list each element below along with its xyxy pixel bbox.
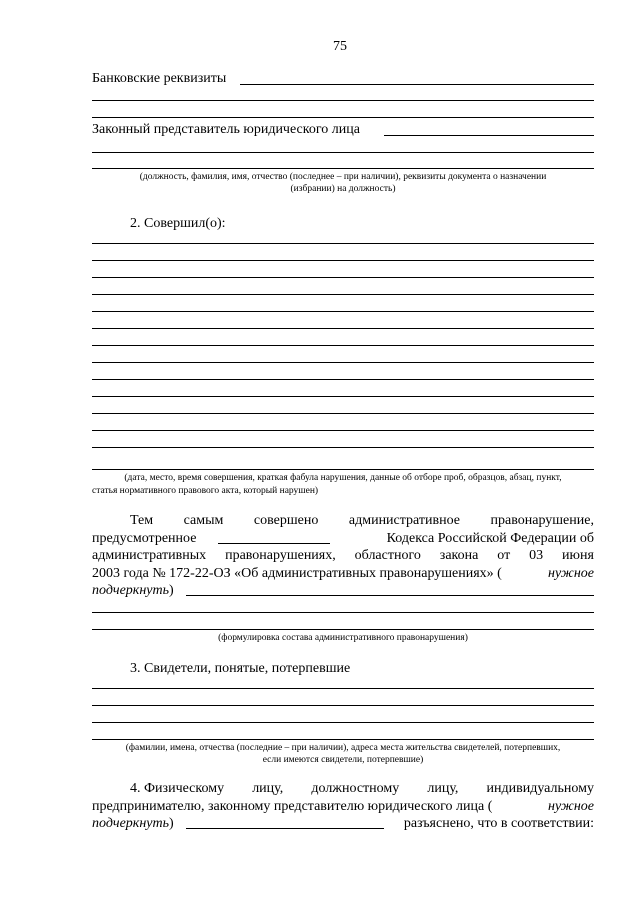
bank-details-line-3[interactable] xyxy=(92,117,594,118)
word: 4. Физическому xyxy=(130,781,225,796)
section-3-caption-1: (фамилии, имена, отчества (последние – при наличии), адреса места жительства свидетелей, потерпевших, xyxy=(125,743,561,753)
violation-description-line-10[interactable] xyxy=(92,396,594,397)
section-4-line-3-close: ) xyxy=(168,816,174,831)
word: должностному xyxy=(311,781,400,796)
section-4-line-3-end: разъяснено, что в соответствии: xyxy=(403,816,594,831)
offense-line-5-close: ) xyxy=(168,583,174,598)
violation-description-line-3[interactable] xyxy=(92,277,594,278)
section-3-caption-2: если имеются свидетели, потерпевшие) xyxy=(262,755,424,765)
violation-description-line-12[interactable] xyxy=(92,430,594,431)
offense-formulation-line-1[interactable] xyxy=(186,595,594,596)
legal-representative-line-1[interactable] xyxy=(384,135,594,136)
offense-line-5-italic: подчеркнуть xyxy=(92,583,169,598)
word: правонарушение, xyxy=(490,513,594,528)
violation-description-line-14[interactable] xyxy=(92,469,594,470)
code-article-blank[interactable] xyxy=(218,543,330,544)
witnesses-line-4[interactable] xyxy=(92,739,594,740)
violation-description-line-8[interactable] xyxy=(92,362,594,363)
violation-description-line-4[interactable] xyxy=(92,294,594,295)
offense-formulation-line-3[interactable] xyxy=(92,629,594,630)
offense-caption: (формулировка состава административного правонарушения) xyxy=(218,633,468,643)
violation-description-line-5[interactable] xyxy=(92,311,594,312)
violation-description-line-6[interactable] xyxy=(92,328,594,329)
legal-representative-line-2[interactable] xyxy=(92,152,594,153)
word: Тем xyxy=(130,513,154,528)
word: закона xyxy=(439,548,479,563)
legal-representative-line-3[interactable] xyxy=(92,168,594,169)
offense-line-4-italic: нужное xyxy=(548,566,594,581)
witnesses-line-2[interactable] xyxy=(92,705,594,706)
section-4-line-2 xyxy=(92,798,594,815)
legal-representative-caption-2: (избрании) на должность) xyxy=(290,184,396,194)
section-2-caption-2: статья нормативного правового акта, который нарушен) xyxy=(92,486,319,496)
offense-line-5 xyxy=(92,582,174,599)
offense-line-1 xyxy=(92,512,594,529)
violation-description-line-9[interactable] xyxy=(92,379,594,380)
offense-line-4 xyxy=(92,565,594,582)
offense-line-2-end: Кодекса Российской Федерации об xyxy=(386,531,594,546)
violation-description-line-1[interactable] xyxy=(92,243,594,244)
word: административное xyxy=(348,513,460,528)
violation-description-line-11[interactable] xyxy=(92,413,594,414)
violation-description-line-7[interactable] xyxy=(92,345,594,346)
explained-to-blank[interactable] xyxy=(186,828,384,829)
offense-line-3 xyxy=(92,547,594,564)
bank-details-line-1[interactable] xyxy=(240,84,594,85)
bank-details-label: Банковские реквизиты xyxy=(92,71,227,86)
section-4-line-3-start xyxy=(92,815,174,832)
section-2-caption-1: (дата, место, время совершения, краткая фабула нарушения, данные об отборе проб, образцов, абзац, пункт, xyxy=(124,473,562,483)
section-4-line-2-text: предпринимателю, законному представителю юридического лица ( xyxy=(92,799,493,814)
word: индивидуальному xyxy=(486,781,594,796)
word: 03 xyxy=(529,548,544,563)
word: правонарушениях, xyxy=(225,548,336,563)
violation-description-line-13[interactable] xyxy=(92,447,594,448)
word: административных xyxy=(92,548,207,563)
section-4-line-3-italic: подчеркнуть xyxy=(92,816,169,831)
section-3-heading: 3. Свидетели, понятые, потерпевшие xyxy=(130,661,351,676)
legal-representative-label: Законный представитель юридического лица xyxy=(92,122,360,137)
page-number: 75 xyxy=(333,39,347,54)
word: лицу, xyxy=(427,781,459,796)
offense-line-2-start: предусмотренное xyxy=(92,531,197,546)
bank-details-line-2[interactable] xyxy=(92,100,594,101)
word: от xyxy=(497,548,511,563)
word: самым xyxy=(183,513,224,528)
word: июня xyxy=(562,548,594,563)
offense-formulation-line-2[interactable] xyxy=(92,612,594,613)
word: областного xyxy=(354,548,421,563)
violation-description-line-2[interactable] xyxy=(92,260,594,261)
word: лицу, xyxy=(252,781,284,796)
witnesses-line-1[interactable] xyxy=(92,688,594,689)
witnesses-line-3[interactable] xyxy=(92,722,594,723)
legal-representative-caption-1: (должность, фамилия, имя, отчество (последнее – при наличии), реквизиты документа о назначении xyxy=(139,172,547,182)
section-4-line-2-italic: нужное xyxy=(548,799,594,814)
section-4-line-1 xyxy=(92,780,594,797)
section-2-heading: 2. Совершил(о): xyxy=(130,216,226,231)
offense-line-4-text: 2003 года № 172-22-ОЗ «Об административных правонарушениях» ( xyxy=(92,566,502,581)
word: совершено xyxy=(253,513,319,528)
